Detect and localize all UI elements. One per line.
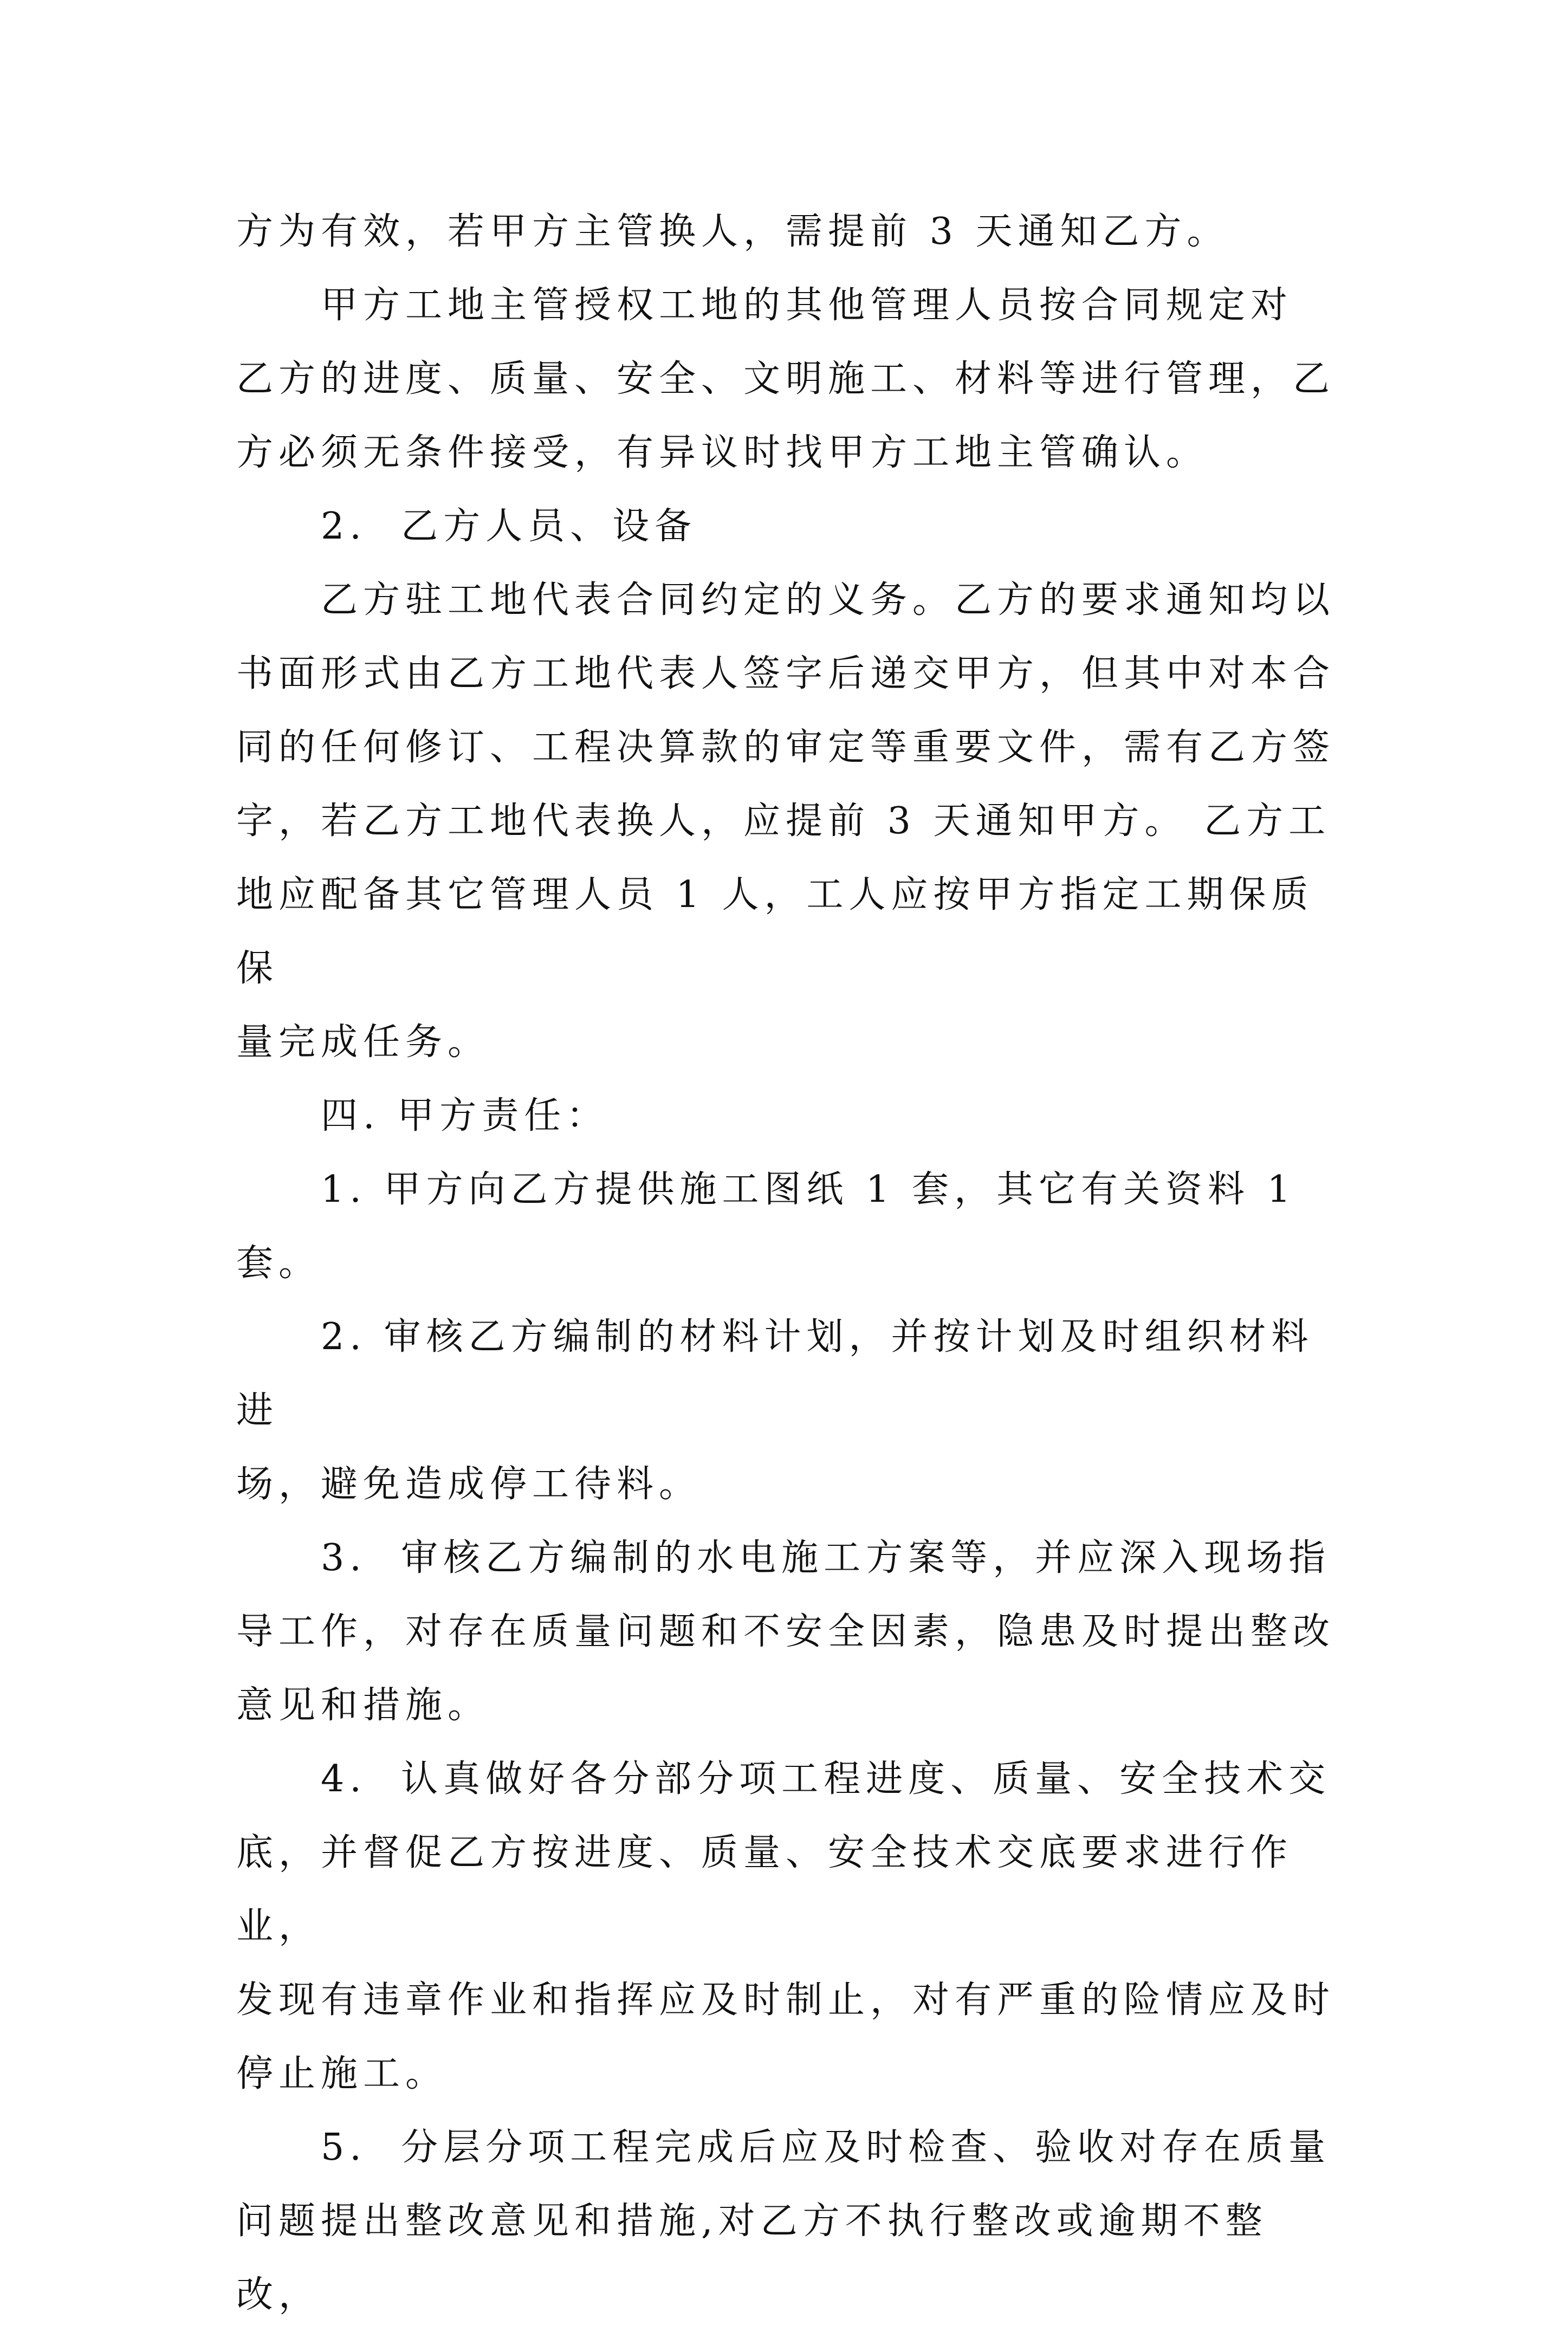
list-item: 5. 分层分项工程完成后应及时检查、验收对存在质量 [236,2126,1331,2169]
text-line: 底，并督促乙方按进度、质量、安全技术交底要求进行作业， [236,1831,1293,1948]
section-heading: 四. 甲方责任： [236,1094,609,1137]
section-heading: 2. 乙方人员、设备 [236,505,697,548]
list-item: 3. 审核乙方编制的水电施工方案等，并应深入现场指 [236,1537,1331,1579]
text-line: 场，避免造成停工待料。 [236,1463,702,1506]
text-line: 导工作，对存在质量问题和不安全因素，隐患及时提出整改 [236,1610,1336,1653]
text-line: 方必须无条件接受，有异议时找甲方工地主管确认。 [236,431,1209,474]
text-line: 甲方工地主管授权工地的其他管理人员按合同规定对 [236,284,1293,327]
text-line: 量完成任务。 [236,1021,490,1064]
text-line: 问题提出整改意见和措施,对乙方不执行整改或逾期不整改， [236,2200,1268,2316]
list-item: 2. 审核乙方编制的材料计划，并按计划及时组织材料进 [236,1316,1314,1432]
list-item: 1. 甲方向乙方提供施工图纸 1 套，其它有关资料 1 套。 [236,1168,1313,1285]
text-line: 乙方的进度、质量、安全、文明施工、材料等进行管理，乙 [236,358,1336,400]
text-line: 乙方驻工地代表合同约定的义务。乙方的要求通知均以 [236,579,1336,621]
text-line: 书面形式由乙方工地代表人签字后递交甲方，但其中对本合 [236,652,1336,695]
text-line: 字，若乙方工地代表换人，应提前 3 天通知甲方。 乙方工 [236,800,1331,843]
text-line: 同的任何修订、工程决算款的审定等重要文件，需有乙方签 [236,726,1336,769]
text-line: 发现有违章作业和指挥应及时制止，对有严重的险情应及时 [236,1979,1336,2022]
text-line: 停止施工。 [236,2052,448,2095]
text-line: 方为有效，若甲方主管换人，需提前 3 天通知乙方。 [236,210,1229,253]
text-line: 地应配备其它管理人员 1 人，工人应按甲方指定工期保质保 [236,873,1314,990]
text-line: 意见和措施。 [236,1684,490,1727]
list-item: 4. 认真做好各分部分项工程进度、质量、安全技术交 [236,1758,1331,1800]
document-body [236,195,1336,2332]
